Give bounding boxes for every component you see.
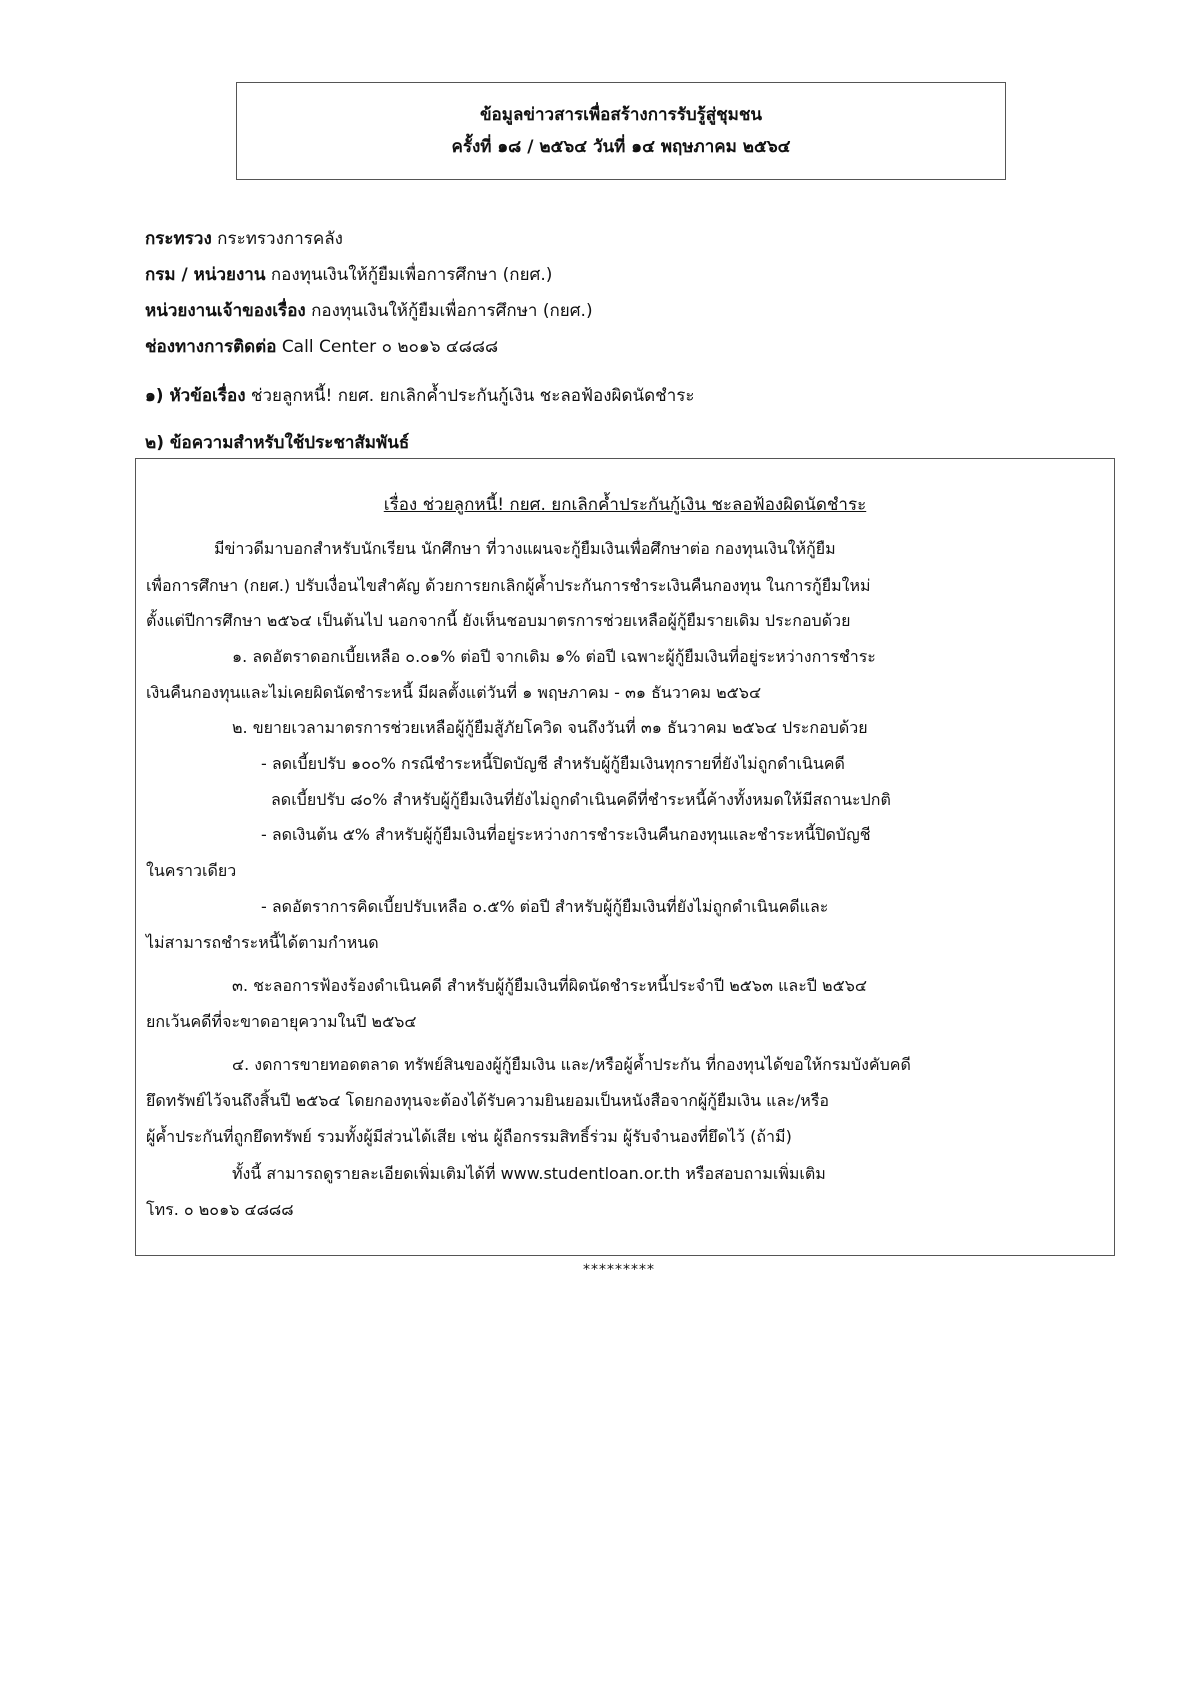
meta-contact [145,334,498,360]
meta-ministry [145,226,343,252]
meta-pr [145,430,409,456]
content-line: ๓. ชะลอการฟ้องร้องดำเนินคดี สำหรับผู้กู้ยืมเงินที่ผิดนัดชำระหนี้ประจำปี ๒๕๖๓ และปี ๒๕๖๔ [232,976,867,995]
content-line: เงินคืนกองทุนและไม่เคยผิดนัดชำระหนี้ มีผลตั้งแต่วันที่ ๑ พฤษภาคม - ๓๑ ธันวาคม ๒๕๖๔ [146,683,762,702]
content-line: ยกเว้นคดีที่จะขาดอายุความในปี ๒๕๖๔ [146,1012,417,1031]
content-line: ผู้ค้ำประกันที่ถูกยึดทรัพย์ รวมทั้งผู้มีส่วนได้เสีย เช่น ผู้ถือกรรมสิทธิ์ร่วม ผู้รับจำนองที่ยึดไว้ (ถ้ามี) [146,1127,792,1146]
header-box [236,82,1006,180]
contact-label: ช่องทางการติดต่อ [145,337,277,357]
owner-label: หน่วยงานเจ้าของเรื่อง [145,301,306,321]
topic-label: ๑) หัวข้อเรื่อง [145,386,246,406]
content-subject: เรื่อง ช่วยลูกหนี้! กยศ. ยกเลิกค้ำประกันกู้เงิน ชะลอฟ้องผิดนัดชำระ [383,495,867,515]
content-line: มีข่าวดีมาบอกสำหรับนักเรียน นักศึกษา ที่วางแผนจะกู้ยืมเงินเพื่อศึกษาต่อ กองทุนเงินให้กู้ยืม [214,539,836,558]
content-line: - ลดเบี้ยปรับ ๑๐๐% กรณีชำระหนี้ปิดบัญชี สำหรับผู้กู้ยืมเงินทุกรายที่ยังไม่ถูกดำเนินคดี [261,754,845,773]
content-line: ทั้งนี้ สามารถดูรายละเอียดเพิ่มเติมได้ที่ www.studentloan.or.th หรือสอบถามเพิ่มเติม [232,1164,826,1183]
content-box [135,458,1115,1256]
ministry-label: กระทรวง [145,229,212,249]
ministry-value: กระทรวงการคลัง [217,229,343,249]
content-line: ลดเบี้ยปรับ ๘๐% สำหรับผู้กู้ยืมเงินที่ยังไม่ถูกดำเนินคดีที่ชำระหนี้ค้างทั้งหมดให้มีสถานะปกติ [271,790,891,809]
content-line: ในคราวเดียว [146,861,237,880]
content-line: ไม่สามารถชำระหนี้ได้ตามกำหนด [146,933,379,952]
content-line: ยึดทรัพย์ไว้จนถึงสิ้นปี ๒๕๖๔ โดยกองทุนจะต้องได้รับความยินยอมเป็นหนังสือจากผู้กู้ยืมเงิน และ/หรือ [146,1091,830,1110]
meta-department [145,262,552,288]
content-line: ๔. งดการขายทอดตลาด ทรัพย์สินของผู้กู้ยืมเงิน และ/หรือผู้ค้ำประกัน ที่กองทุนได้ขอให้กรมบังคับคดี [232,1055,911,1074]
meta-topic [145,383,695,409]
content-line: ตั้งแต่ปีการศึกษา ๒๕๖๔ เป็นต้นไป นอกจากนี้ ยังเห็นชอบมาตรการช่วยเหลือผู้กู้ยืมรายเดิม ประกอบด้วย [146,611,851,630]
topic-value: ช่วยลูกหนี้! กยศ. ยกเลิกค้ำประกันกู้เงิน ชะลอฟ้องผิดนัดชำระ [250,386,695,406]
header-title: ข้อมูลข่าวสารเพื่อสร้างการรับรู้สู่ชุมชน [479,105,763,125]
content-line: - ลดอัตราการคิดเบี้ยปรับเหลือ ๐.๕% ต่อปี สำหรับผู้กู้ยืมเงินที่ยังไม่ถูกดำเนินคดีและ [261,897,829,916]
meta-owner [145,298,593,324]
content-line: ๑. ลดอัตราดอกเบี้ยเหลือ ๐.๐๑% ต่อปี จากเดิม ๑% ต่อปี เฉพาะผู้กู้ยืมเงินที่อยู่ระหว่างการชำระ [232,647,876,666]
content-line: เพื่อการศึกษา (กยศ.) ปรับเงื่อนไขสำคัญ ด้วยการยกเลิกผู้ค้ำประกันการชำระเงินคืนกองทุน ในการกู้ยืมใหม่ [146,576,871,595]
contact-value: Call Center ๐ ๒๐๑๖ ๔๘๘๘ [281,337,499,357]
content-line: โทร. ๐ ๒๐๑๖ ๔๘๘๘ [146,1200,294,1219]
content-line: - ลดเงินต้น ๕% สำหรับผู้กู้ยืมเงินที่อยู่ระหว่างการชำระเงินคืนกองทุนและชำระหนี้ปิดบัญชี [261,825,871,844]
end-marker: ********* [583,1262,655,1278]
pr-label: ๒) ข้อความสำหรับใช้ประชาสัมพันธ์ [145,433,410,453]
owner-value: กองทุนเงินให้กู้ยืมเพื่อการศึกษา (กยศ.) [311,301,593,321]
department-label: กรม / หน่วยงาน [145,265,266,285]
content-line: ๒. ขยายเวลามาตรการช่วยเหลือผู้กู้ยืมสู้ภัยโควิด จนถึงวันที่ ๓๑ ธันวาคม ๒๕๖๔ ประกอบด้วย [232,718,868,737]
department-value: กองทุนเงินให้กู้ยืมเพื่อการศึกษา (กยศ.) [270,265,553,285]
header-issue: ครั้งที่ ๑๘ / ๒๕๖๔ วันที่ ๑๔ พฤษภาคม ๒๕๖๔ [451,137,791,157]
